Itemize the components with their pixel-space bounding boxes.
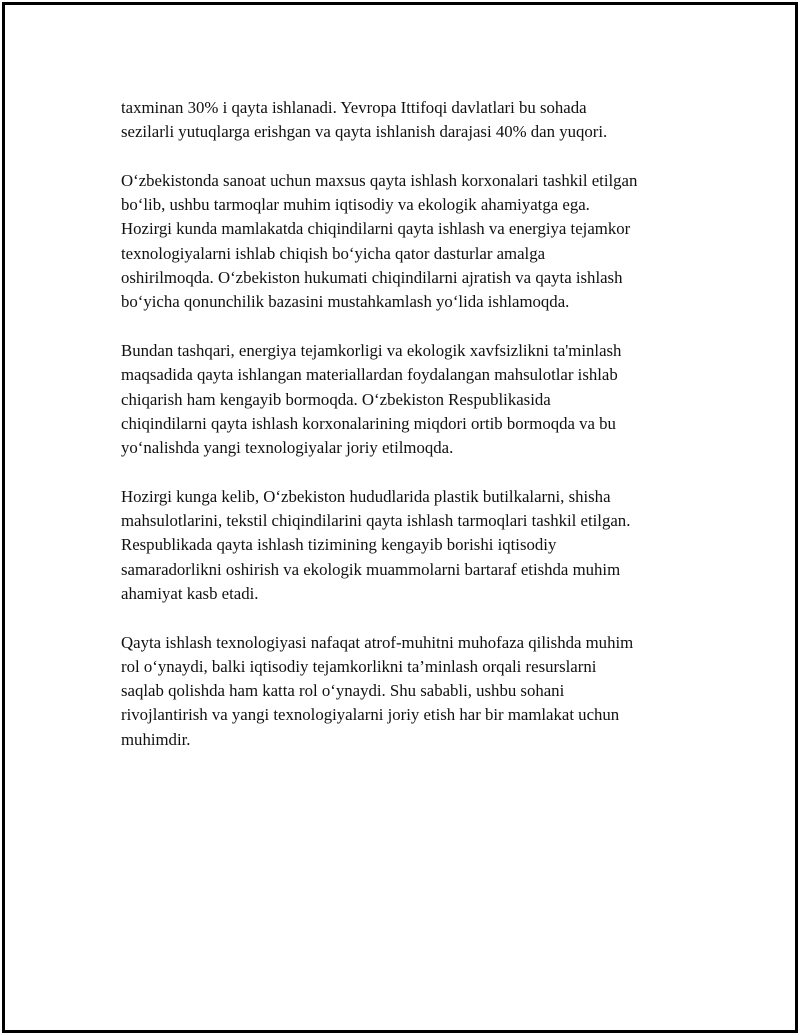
document-body [121,96,701,776]
paragraph-2: O‘zbekistonda sanoat uchun maxsus qayta ishlash korxonalari tashkil etilgan bo‘lib, ushbu tarmoqlar muhim iqtisodiy va ekologik ahamiyatga ega. Hozirgi kunda mamlakatda chiqindilarni qayta ishlash va energiya tejamkor texnologiyalarni ishlab chiqish bo‘yicha qator dasturlar amalga oshirilmoqda. O‘zbekiston hukumati chiqindilarni ajratish va qayta ishlash bo‘yicha qonunchilik bazasini mustahkamlash yo‘lida ishlamoqda. [121,170,638,312]
paragraph-1: taxminan 30% i qayta ishlanadi. Yevropa Ittifoqi davlatlari bu sohada sezilarli yutuqlarga erishgan va qayta ishlanish darajasi 40% dan yuqori. [121,98,608,142]
paragraph-3: Bundan tashqari, energiya tejamkorligi va ekologik xavfsizlikni ta'minlash maqsadida qayta ishlangan materiallardan foydalangan mahsulotlar ishlab chiqarish ham kengayib bormoqda. O‘zbekiston Respublikasida chiqindilarni qayta ishlash korxonalarining miqdori ortib bormoqda va bu yo‘nalishda yangi texnologiyalar joriy etilmoqda. [121,340,622,458]
paragraph-5: Qayta ishlash texnologiyasi nafaqat atrof-muhitni muhofaza qilishda muhim rol o‘ynaydi, balki iqtisodiy tejamkorlikni ta’minlash orqali resurslarni saqlab qolishda ham katta rol o‘ynaydi. Shu sababli, ushbu sohani rivojlantirish va yangi texnologiyalarni joriy etish har bir mamlakat uchun muhimdir. [121,632,634,749]
page-frame [2,2,798,1033]
paragraph-4: Hozirgi kunga kelib, O‘zbekiston hududlarida plastik butilkalarni, shisha mahsulotlarini, tekstil chiqindilarini qayta ishlash tarmoqlari tashkil etilgan. Respublikada qayta ishlash tizimining kengayib borishi iqtisodiy samaradorlikni oshirish va ekologik muammolarni bartaraf etishda muhim ahamiyat kasb etadi. [121,486,631,603]
